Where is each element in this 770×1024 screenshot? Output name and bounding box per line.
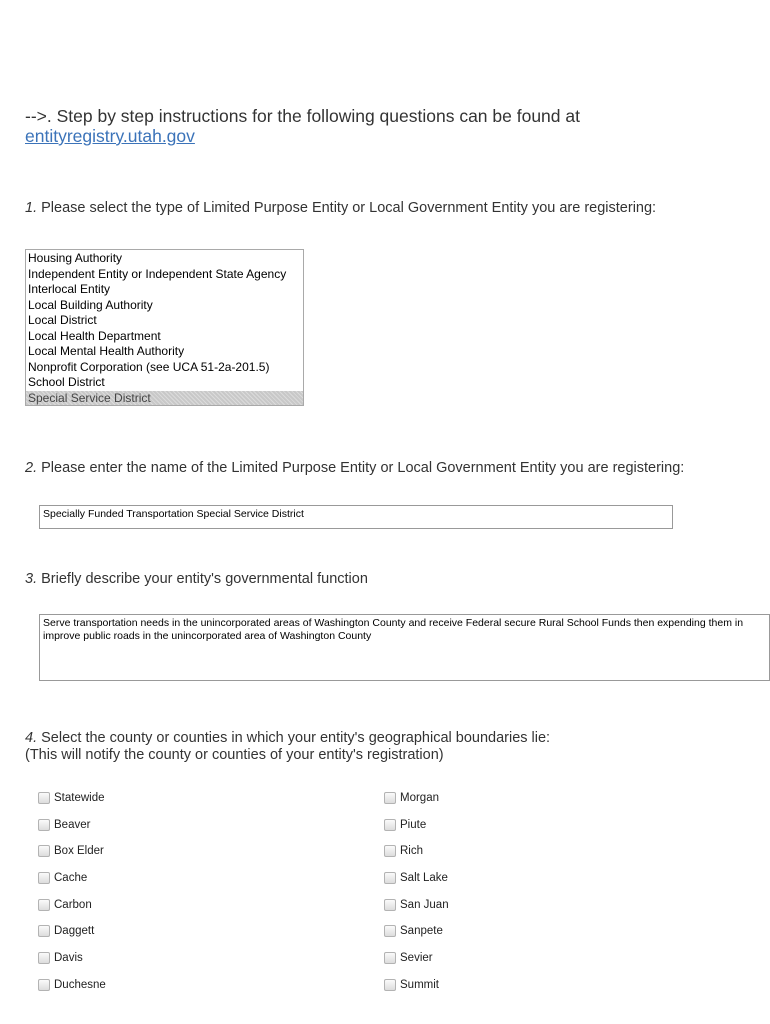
question-2-number: 2. — [25, 460, 38, 476]
checkbox-icon[interactable] — [384, 952, 396, 964]
question-3 — [25, 571, 368, 588]
county-label: Statewide — [54, 792, 105, 804]
county-label: Duchesne — [54, 979, 106, 991]
entity-name-field[interactable]: Specially Funded Transportation Special Service District — [39, 505, 673, 529]
question-4-subtext: (This will notify the county or counties of your entity's registration) — [25, 747, 444, 763]
checkbox-icon[interactable] — [38, 792, 50, 804]
county-checkbox-row[interactable] — [38, 819, 90, 831]
question-1-number: 1. — [25, 200, 38, 216]
county-label: Rich — [400, 845, 424, 857]
county-checkbox-row[interactable] — [384, 872, 448, 884]
entity-type-listbox[interactable] — [25, 249, 304, 406]
checkbox-icon[interactable] — [384, 899, 396, 911]
question-3-number: 3. — [25, 571, 38, 587]
county-checkbox-row[interactable] — [384, 845, 423, 857]
question-1-text: Please select the type of Limited Purpose Entity or Local Government Entity you are registering: — [41, 200, 657, 216]
checkbox-icon[interactable] — [38, 952, 50, 964]
county-label: San Juan — [400, 899, 449, 911]
entity-type-option[interactable]: Independent Entity or Independent State Agency — [28, 266, 287, 281]
checkbox-icon[interactable] — [38, 925, 50, 937]
entity-registry-link[interactable]: entityregistry.utah.gov — [25, 126, 195, 146]
county-checkbox-row[interactable] — [384, 899, 449, 911]
county-label: Beaver — [54, 819, 91, 831]
county-checkbox-row[interactable] — [384, 979, 439, 991]
county-label: Davis — [54, 952, 83, 964]
county-checkbox-row[interactable] — [38, 925, 94, 937]
county-label: Carbon — [54, 899, 92, 911]
county-checkbox-row[interactable] — [38, 872, 87, 884]
county-checkbox-row[interactable] — [38, 979, 106, 991]
county-label: Box Elder — [54, 845, 104, 857]
checkbox-icon[interactable] — [384, 872, 396, 884]
checkbox-icon[interactable] — [384, 845, 396, 857]
question-2 — [25, 460, 684, 477]
county-checkbox-row[interactable] — [38, 845, 104, 857]
county-checkbox-row[interactable] — [38, 899, 92, 911]
county-checkbox-row[interactable] — [384, 819, 426, 831]
entity-type-option[interactable]: Nonprofit Corporation (see UCA 51-2a-201.5) — [28, 359, 270, 374]
checkbox-icon[interactable] — [38, 899, 50, 911]
entity-type-option[interactable]: Local Building Authority — [28, 297, 153, 312]
county-checkbox-row[interactable] — [38, 792, 105, 804]
checkbox-icon[interactable] — [384, 819, 396, 831]
county-checkbox-row[interactable] — [38, 952, 83, 964]
county-label: Salt Lake — [400, 872, 448, 884]
intro-block — [25, 106, 580, 146]
county-checkbox-row[interactable] — [384, 792, 439, 804]
county-checkbox-row[interactable] — [384, 925, 443, 937]
entity-type-option[interactable]: Housing Authority — [28, 251, 123, 265]
county-label: Cache — [54, 872, 88, 884]
checkbox-icon[interactable] — [384, 925, 396, 937]
county-label: Morgan — [400, 792, 439, 804]
checkbox-icon[interactable] — [384, 979, 396, 991]
entity-type-option[interactable]: Local District — [28, 313, 97, 327]
checkbox-icon[interactable] — [38, 979, 50, 991]
question-4-text: Select the county or counties in which your entity's geographical boundaries lie: — [41, 730, 551, 746]
governmental-function-textarea[interactable]: Serve transportation needs in the unincorporated areas of Washington County and receive Federal secure Rural School Funds then expending them in improve public roads in the unincorporated area of Washington County — [39, 614, 770, 681]
entity-type-option-selected[interactable]: Special Service District — [26, 391, 303, 407]
question-1 — [25, 200, 656, 217]
checkbox-icon[interactable] — [38, 872, 50, 884]
question-4-number: 4. — [25, 730, 38, 746]
entity-type-option[interactable]: School District — [28, 375, 105, 389]
county-label: Daggett — [54, 925, 95, 937]
checkbox-icon[interactable] — [38, 819, 50, 831]
question-4 — [25, 730, 550, 764]
county-label: Sanpete — [400, 925, 443, 937]
entity-type-option[interactable]: Interlocal Entity — [28, 282, 111, 296]
entity-type-option[interactable]: Local Mental Health Authority — [28, 344, 185, 358]
county-checkbox-row[interactable] — [384, 952, 433, 964]
county-label: Sevier — [400, 952, 433, 964]
county-label: Piute — [400, 819, 427, 831]
question-2-text: Please enter the name of the Limited Purpose Entity or Local Government Entity you are registering: — [41, 460, 685, 476]
checkbox-icon[interactable] — [384, 792, 396, 804]
intro-text: -->. Step by step instructions for the following questions can be found at — [25, 106, 580, 126]
checkbox-icon[interactable] — [38, 845, 50, 857]
question-3-text: Briefly describe your entity's governmental function — [41, 571, 368, 587]
county-label: Summit — [400, 979, 439, 991]
entity-type-option[interactable]: Local Health Department — [28, 328, 161, 343]
